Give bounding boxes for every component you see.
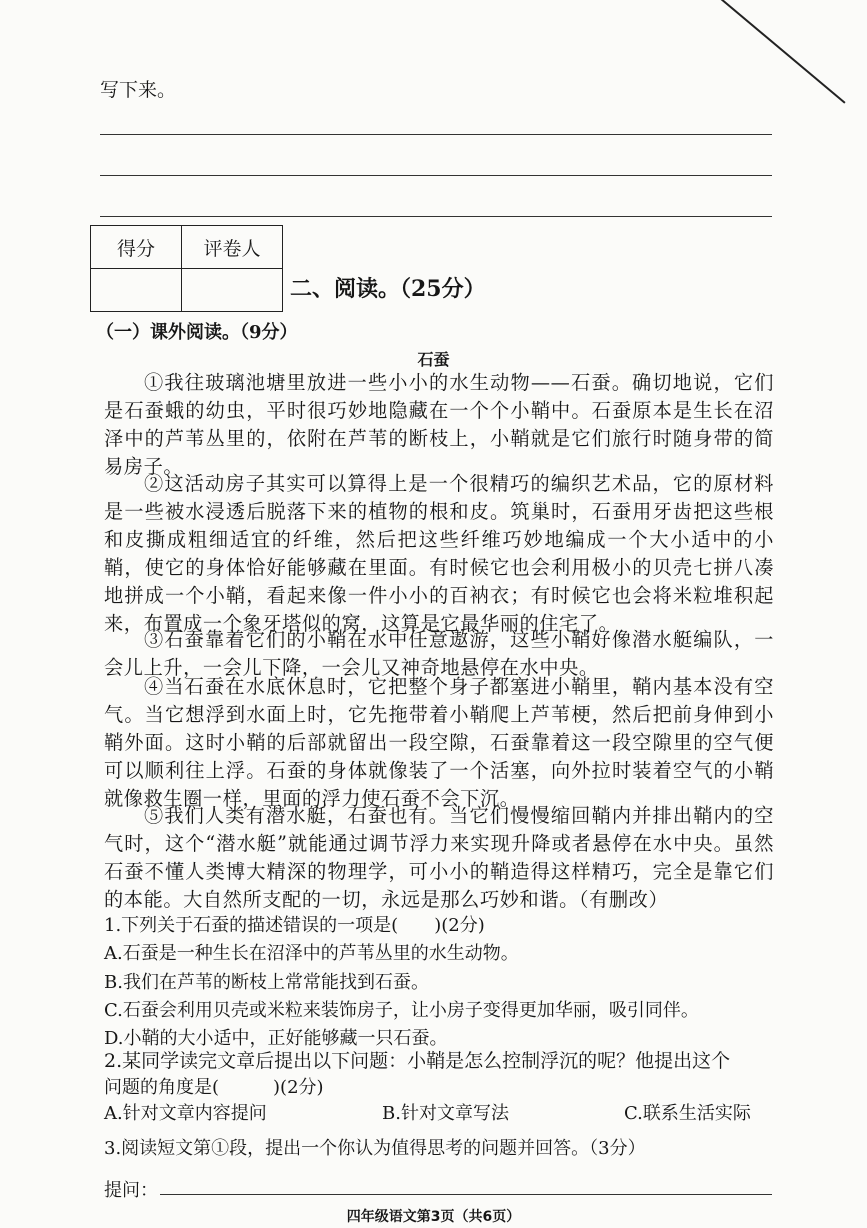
ask-answer-line[interactable] [160,1194,772,1195]
answer-line-3 [100,216,772,217]
article-paragraph-4: ④当石蚕在水底休息时，它把整个身子都塞进小鞘里，鞘内基本没有空气。当它想浮到水面上时，它先拖带着小鞘爬上芦苇梗，然后把前身伸到小鞘外面。这时小鞘的后部就留出一段空隙，石蚕靠着这一段空隙里的空气便可以顺利往上浮。石蚕的身体就像装了一个活塞，向外拉时装着空气的小鞘就像救生圈一样，里面的浮力使石蚕不会下沉。 [104,675,774,810]
grader-cell[interactable] [182,269,283,312]
corner-pen-line [699,0,846,104]
question-1-option-a: A.石蚕是一种生长在沼泽中的芦苇丛里的水生动物。 [104,943,519,964]
article-title: 石蚕 [417,350,450,369]
article-paragraph-3: ③石蚕靠着它们的小鞘在水中任意遨游，这些小鞘好像潜水艇编队，一会儿上升，一会儿下降，一会儿又神奇地悬停在水中央。 [104,628,774,679]
question-2-stem-line1: 2.某同学读完文章后提出以下问题：小鞘是怎么控制浮沉的呢？他提出这个 [104,1050,731,1072]
question-1-option-c: C.石蚕会利用贝壳或米粒来装饰房子，让小房子变得更加华丽，吸引同伴。 [104,1000,699,1021]
score-cell[interactable] [91,269,182,312]
question-1-option-d: D.小鞘的大小适中，正好能够藏一只石蚕。 [104,1028,448,1049]
question-2-option-b: B.针对文章写法 [382,1103,509,1124]
question-3-stem: 3.阅读短文第①段，提出一个你认为值得思考的问题并回答。（3分） [104,1138,646,1159]
question-2-stem-line2: 问题的角度是( )(2分) [104,1077,324,1098]
subsection-title: （一）课外阅读。（9分） [96,322,298,343]
section-title: 二、阅读。（25分） [290,276,486,302]
page-footer: 四年级语文第3页（共6页） [346,1209,521,1225]
article-paragraph-5: ⑤我们人类有潜水艇，石蚕也有。当它们慢慢缩回鞘内并排出鞘内的空气时，这个“潜水艇”就能通过调节浮力来实现升降或者悬停在水中央。虽然石蚕不懂人类博大精深的物理学，可小小的鞘造得这样精巧，完全是靠它们的本能。大自然所支配的一切，永远是那么巧妙和谐。（有删改） [104,804,774,911]
score-label: 得分 [91,226,182,269]
article-paragraph-1: ①我往玻璃池塘里放进一些小小的水生动物——石蚕。确切地说，它们是石蚕蛾的幼虫，平时很巧妙地隐藏在一个个小鞘中。石蚕原本是生长在沼泽中的芦苇丛里的，依附在芦苇的断枝上，小鞘就是它们旅行时随身带的简易房子。 [104,371,774,478]
answer-line-1 [100,134,772,135]
ask-label: 提问： [104,1180,158,1201]
score-table [90,225,283,312]
question-1-option-b: B.我们在芦苇的断枝上常常能找到石蚕。 [104,972,429,993]
answer-line-2 [100,175,772,176]
article-paragraph-2: ②这活动房子其实可以算得上是一个很精巧的编织艺术品，它的原材料是一些被水浸透后脱落下来的植物的根和皮。筑巢时，石蚕用牙齿把这些根和皮撕成粗细适宜的纤维，然后把这些纤维巧妙地编成一个大小适中的小鞘，使它的身体恰好能够藏在里面。有时候它也会利用极小的贝壳七拼八凑地拼成一个小鞘，看起来像一件小小的百衲衣；有时候它也会将米粒堆积起来，布置成一个象牙塔似的窝，这算是它最华丽的住宅了。 [104,472,774,635]
question-2-option-a: A.针对文章内容提问 [104,1103,267,1124]
grader-label: 评卷人 [182,226,283,269]
question-1-stem: 1.下列关于石蚕的描述错误的一项是( )(2分) [104,915,485,936]
question-2-option-c: C.联系生活实际 [624,1103,751,1124]
intro-text: 写下来。 [100,79,177,101]
